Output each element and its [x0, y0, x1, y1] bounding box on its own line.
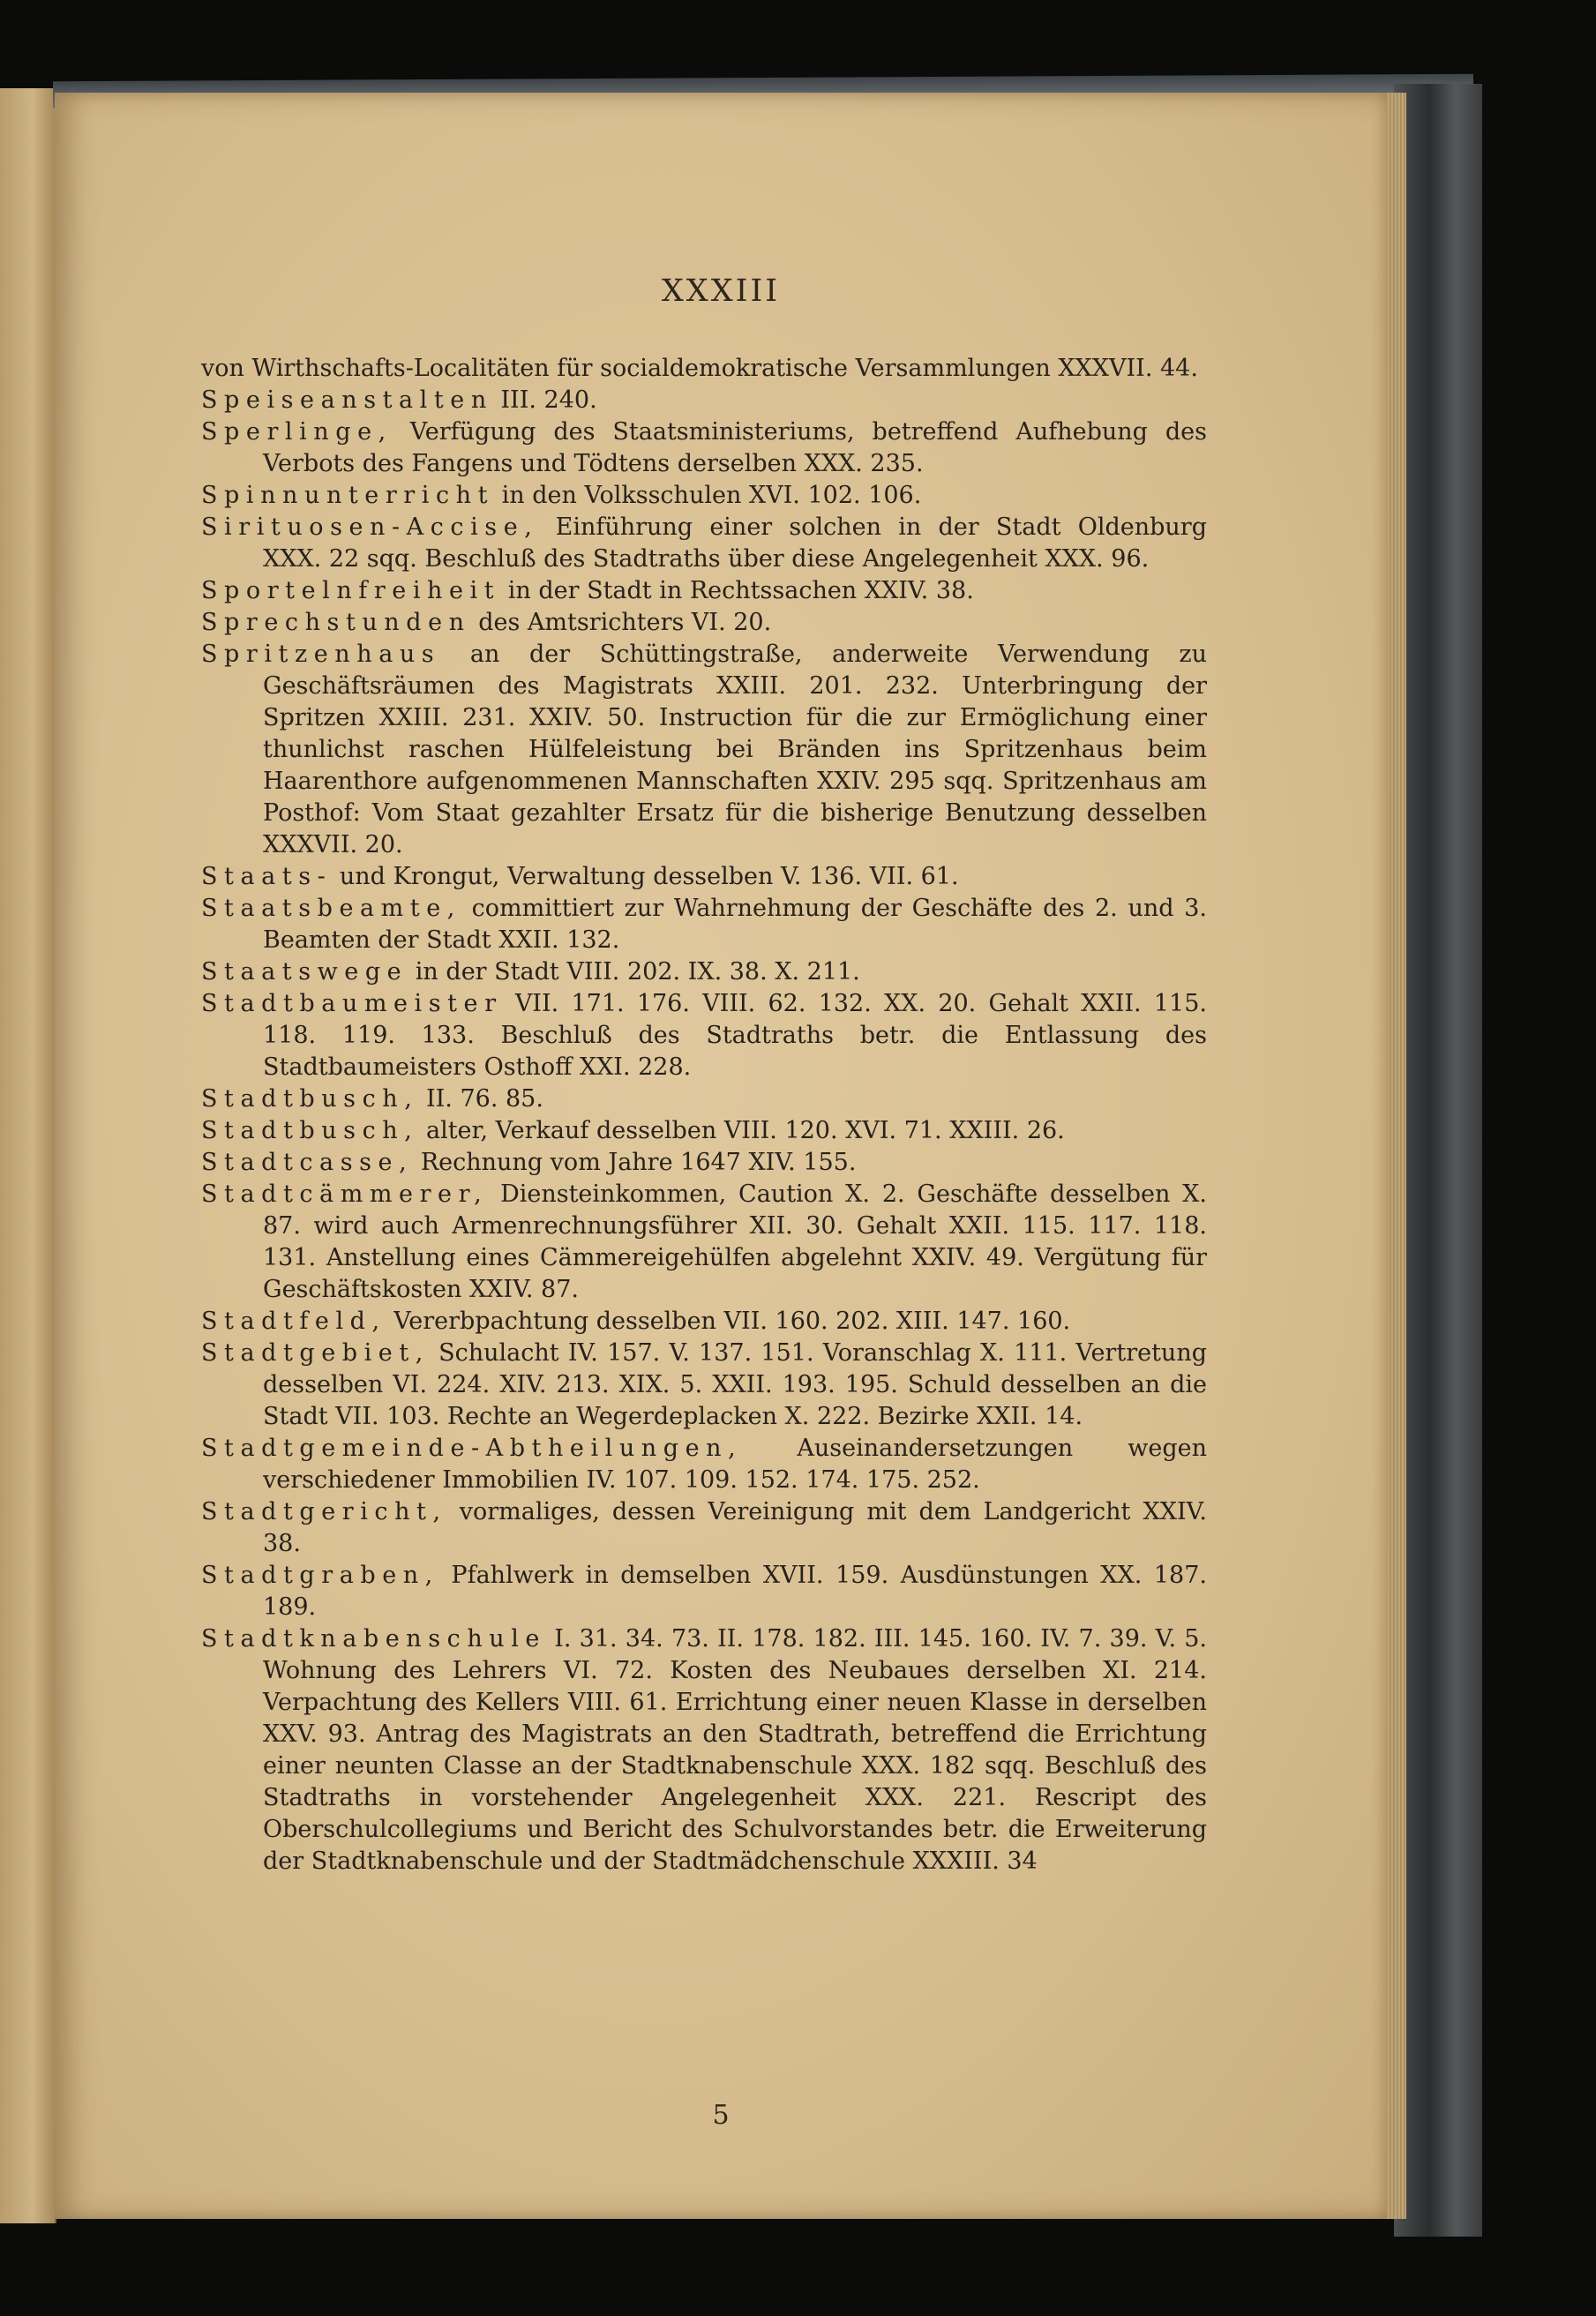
index-entry [201, 1306, 1207, 1338]
entry-text: in der Stadt VIII. 202. IX. 38. X. 211. [415, 958, 860, 986]
entry-heading: Sprechstunden [201, 609, 471, 636]
entry-text: Auseinandersetzungen wegen verschiedener Immobilien IV. 107. 109. 152. 174. 175. 252. [263, 1435, 1207, 1494]
index-entry [201, 1560, 1207, 1623]
entry-text: III. 240. [500, 386, 597, 414]
entry-heading: Spinnunterricht [201, 482, 495, 509]
entry-text: Verfügung des Staatsministeriums, betreffend Aufhebung des Verbots des Fangens und Tödtens derselben XXX. 235. [263, 418, 1207, 477]
entry-text: Einführung einer solchen in der Stadt Oldenburg XXX. 22 sqq. Beschluß des Stadtraths über diese Angelegenheit XXX. 96. [263, 513, 1207, 573]
entry-text: Pfahlwerk in demselben XVII. 159. Ausdünstungen XX. 187. 189. [263, 1562, 1207, 1621]
entry-text: II. 76. 85. [425, 1085, 543, 1113]
entry-heading: Sperlinge, [201, 418, 393, 446]
entry-heading: Staatsbeamte, [201, 895, 461, 922]
entry-heading: Stadtbusch, [201, 1117, 419, 1144]
index-entry [201, 1496, 1207, 1560]
index-entry [201, 1147, 1207, 1179]
entry-text: von Wirthschafts-Localitäten für socialdemokratische Versammlungen XXXVII. 44. [201, 355, 1198, 382]
entry-heading: Staats- [201, 863, 333, 890]
entry-text: und Krongut, Verwaltung desselben V. 136. VII. 61. [339, 863, 959, 890]
index-entry [201, 639, 1207, 861]
index-entry [201, 1338, 1207, 1433]
entry-heading: Stadtgericht, [201, 1498, 447, 1525]
index-entry [201, 353, 1207, 385]
index-entry [201, 385, 1207, 416]
index-entry [201, 416, 1207, 480]
entry-heading: Stadtcämmerer, [201, 1180, 489, 1208]
entry-heading: Stadtgraben, [201, 1562, 439, 1589]
entry-heading: Stadtcasse, [201, 1149, 414, 1176]
entry-heading: Sportelnfreiheit [201, 577, 501, 604]
index-entry [201, 607, 1207, 639]
entry-text: in den Volksschulen XVI. 102. 106. [501, 482, 922, 509]
entry-text: an der Schüttingstraße, anderweite Verwendung zu Geschäftsräumen des Magistrats XXIII. 201. 232. Unterbringung der Spritzen XXIII. 231. XXIV. 50. Instruction für die zur Ermöglichung einer thunlichst raschen Hülfeleistung bei Bränden ins Spritzenhaus beim Haarenthore aufgenommenen Mannschaften XXIV. 295 sqq. Spritzenhaus am Posthof: Vom Staat gezahlter Ersatz für die bisherige Benutzung desselben XXXVII. 20. [263, 641, 1207, 858]
entry-text: vormaliges, dessen Vereinigung mit dem Landgericht XXIV. 38. [263, 1498, 1207, 1557]
entry-text: I. 31. 34. 73. II. 178. 182. III. 145. 160. IV. 7. 39. V. 5. Wohnung des Lehrers VI. 72. Kosten des Neubaues derselben XI. 214. Verpachtung des Kellers VIII. 61. Errichtung einer neuen Klasse in derselben XXV. 93. Antrag des Magistrats an den Stadtrath, betreffend die Errichtung einer neunten Classe an der Stadtknabenschule XXX. 182 sqq. Beschluß des Stadtraths in vorstehender Angelegenheit XXX. 221. Rescript des Oberschulcollegiums und Bericht des Schulvorstandes betr. die Erweiterung der Stadtknabenschule und der Stadtmädchenschule XXXIII. 34 [263, 1625, 1207, 1875]
index-entry [201, 893, 1207, 956]
entry-heading: Stadtknabenschule [201, 1625, 546, 1653]
entry-heading: Speiseanstalten [201, 386, 493, 414]
entry-text: Vererbpachtung desselben VII. 160. 202. XIII. 147. 160. [393, 1308, 1071, 1335]
entry-heading: Stadtfeld, [201, 1308, 386, 1335]
entry-heading: Sirituosen-Accise, [201, 513, 539, 541]
book-page [55, 93, 1387, 2219]
entry-heading: Stadtgebiet, [201, 1339, 430, 1367]
entry-text: alter, Verkauf desselben VIII. 120. XVI. 71. XXIII. 26. [425, 1117, 1065, 1144]
page-number: 5 [712, 2100, 730, 2131]
entry-heading: Staatswege [201, 958, 408, 986]
entry-text: committiert zur Wahrnehmung der Geschäfte des 2. und 3. Beamten der Stadt XXII. 132. [263, 895, 1207, 954]
book-cover-spine [1394, 84, 1482, 2237]
index-entry [201, 988, 1207, 1083]
entry-heading: Stadtgemeinde-Abtheilungen, [201, 1435, 743, 1462]
index-entry [201, 1115, 1207, 1147]
index-text [201, 353, 1207, 1878]
entry-heading: Stadtbusch, [201, 1085, 419, 1113]
entry-heading: Stadtbaumeister [201, 990, 503, 1017]
index-entry [201, 575, 1207, 607]
index-entry [201, 480, 1207, 512]
running-head: XXXIII [661, 274, 781, 309]
facing-page-edge [0, 88, 56, 2223]
entry-text: in der Stadt in Rechtssachen XXIV. 38. [507, 577, 974, 604]
index-entry [201, 512, 1207, 575]
entry-text: Schulacht IV. 157. V. 137. 151. Voranschlag X. 111. Vertretung desselben VI. 224. XIV. 213. XIX. 5. XXII. 193. 195. Schuld desselben an die Stadt VII. 103. Rechte an Wegerdeplacken X. 222. Bezirke XXII. 14. [263, 1339, 1207, 1430]
index-entry [201, 861, 1207, 893]
index-entry [201, 956, 1207, 988]
index-entry [201, 1083, 1207, 1115]
index-entry [201, 1623, 1207, 1878]
entry-heading: Spritzenhaus [201, 641, 441, 668]
entry-text: des Amtsrichters VI. 20. [478, 609, 772, 636]
entry-text: VII. 171. 176. VIII. 62. 132. XX. 20. Gehalt XXII. 115. 118. 119. 133. Beschluß des Stadtraths betr. die Entlassung des Stadtbaumeisters Osthoff XXI. 228. [263, 990, 1207, 1081]
entry-text: Rechnung vom Jahre 1647 XIV. 155. [420, 1149, 857, 1176]
entry-text: Diensteinkommen, Caution X. 2. Geschäfte desselben X. 87. wird auch Armenrechnungsführer XII. 30. Gehalt XXII. 115. 117. 118. 131. Anstellung eines Cämmereigehülfen abgelehnt XXIV. 49. Vergütung für Geschäftskosten XXIV. 87. [263, 1180, 1207, 1303]
index-entry [201, 1179, 1207, 1306]
index-entry [201, 1433, 1207, 1496]
